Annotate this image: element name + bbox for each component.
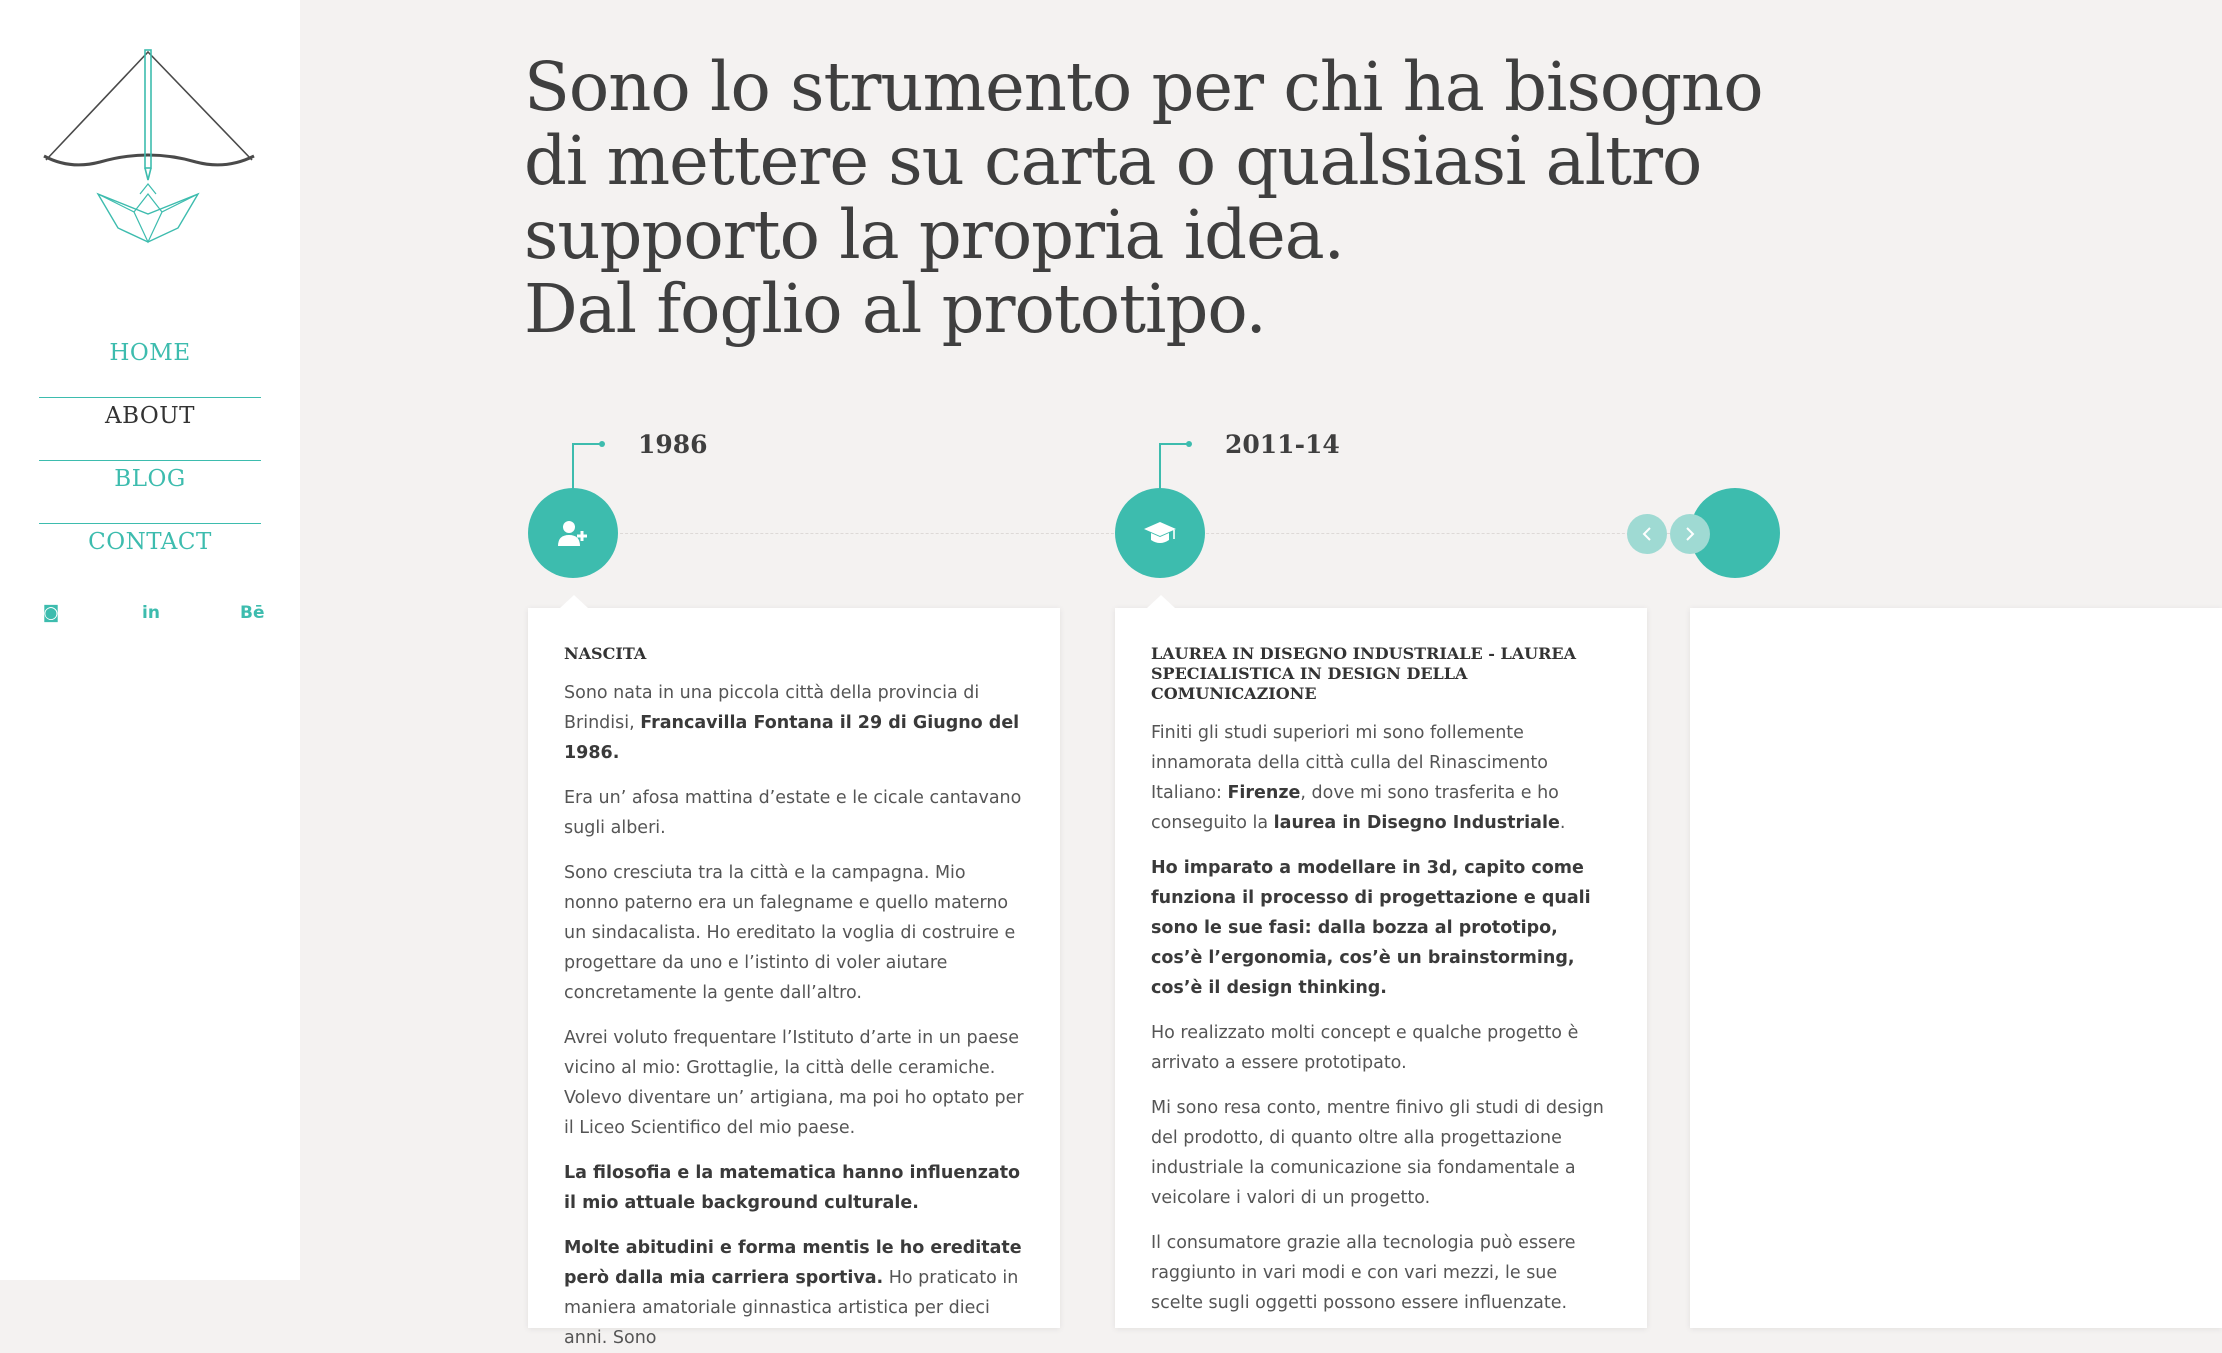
timeline-node[interactable] bbox=[1115, 488, 1205, 578]
timeline-prev-button[interactable] bbox=[1627, 514, 1667, 554]
card-body bbox=[564, 678, 1024, 1353]
behance-icon[interactable]: Bē bbox=[240, 603, 265, 623]
timeline-year: 2011-14 bbox=[1225, 430, 1340, 459]
timeline-card bbox=[1115, 608, 1647, 1328]
nav-home[interactable]: HOME bbox=[39, 335, 261, 398]
hero-line: Dal foglio al prototipo. bbox=[524, 270, 1266, 348]
chevron-right-icon bbox=[1683, 526, 1697, 542]
main-content bbox=[300, 0, 1920, 1348]
timeline[interactable] bbox=[520, 420, 1707, 1348]
timeline-connector bbox=[572, 443, 602, 490]
card-paragraph: Mi sono resa conto, mentre finivo gli studi di design del prodotto, di quanto oltre alla progettazione industriale la comunicazione sia fondamentale a veicolare i valori di un progetto. bbox=[1151, 1098, 1604, 1208]
timeline-connector bbox=[1159, 443, 1189, 490]
hero-heading bbox=[524, 50, 1824, 346]
add-user-icon bbox=[556, 518, 590, 548]
timeline-year: 1986 bbox=[638, 430, 708, 459]
hero-line: supporto la propria idea. bbox=[524, 196, 1344, 274]
card-paragraph: La filosofia e la matematica hanno influenzato il mio attuale background culturale. bbox=[564, 1163, 1021, 1213]
nav-blog[interactable]: BLOG bbox=[39, 461, 261, 524]
card-title: LAUREA IN DISEGNO INDUSTRIALE - LAUREA SPECIALISTICA IN DESIGN DELLA COMUNICAZIONE bbox=[1151, 644, 1577, 703]
main-nav bbox=[39, 335, 261, 586]
hero-line: Sono lo strumento per chi ha bisogno bbox=[524, 48, 1763, 126]
hero-line: di mettere su carta o qualsiasi altro bbox=[524, 122, 1702, 200]
card-paragraph: Il consumatore grazie alla tecnologia può essere raggiunto in vari modi e con vari mezzi, le sue scelte sugli oggetti possono essere influenzate. bbox=[1151, 1233, 1576, 1313]
card-paragraph: Era un’ afosa mattina d’estate e le cicale cantavano sugli alberi. bbox=[564, 788, 1022, 838]
logo[interactable] bbox=[40, 44, 260, 244]
nav-contact[interactable]: CONTACT bbox=[88, 529, 212, 555]
timeline-node[interactable] bbox=[528, 488, 618, 578]
card-body bbox=[1151, 718, 1611, 1318]
card-paragraph: Finiti gli studi superiori mi sono follemente innamorata della città culla del Rinascimento Italiano: Firenze, dove mi sono trasferita e ho conseguito la laurea in Disegno Industriale. bbox=[1151, 723, 1566, 833]
timeline-next-button[interactable] bbox=[1670, 514, 1710, 554]
card-title: NASCITA bbox=[564, 644, 647, 663]
social-links bbox=[40, 603, 265, 623]
card-paragraph: Sono nata in una piccola città della provincia di Brindisi, Francavilla Fontana il 29 di Giugno del 1986. bbox=[564, 683, 1020, 763]
chevron-left-icon bbox=[1640, 526, 1654, 542]
card-paragraph: Ho imparato a modellare in 3d, capito come funziona il processo di progettazione e quali sono le sue fasi: dalla bozza al prototipo, cos’è l’ergonomia, cos’è un brainstorming, cos’è il design thinking. bbox=[1151, 858, 1591, 998]
graduation-cap-icon bbox=[1143, 519, 1177, 547]
sidebar bbox=[0, 0, 300, 1280]
card-paragraph: Avrei voluto frequentare l’Istituto d’arte in un paese vicino al mio: Grottaglie, la città delle ceramiche. Volevo diventare un’ artigiana, ma poi ho optato per il Liceo Scientifico del mio paese. bbox=[564, 1028, 1024, 1138]
card-paragraph: Ho realizzato molti concept e qualche progetto è arrivato a essere prototipato. bbox=[1151, 1023, 1579, 1073]
nav-about[interactable]: ABOUT bbox=[39, 398, 261, 461]
timeline-card bbox=[528, 608, 1060, 1348]
instagram-icon[interactable]: ◙ bbox=[42, 603, 60, 623]
card-paragraph: Sono cresciuta tra la città e la campagna. Mio nonno paterno era un falegname e quello materno un sindacalista. Ho ereditato la voglia di costruire e progettare da uno e l’istinto di voler aiutare concretamente la gente dall’altro. bbox=[564, 863, 1016, 1003]
linkedin-icon[interactable]: in bbox=[142, 603, 160, 623]
card-paragraph: Molte abitudini e forma mentis le ho ereditate però dalla mia carriera sportiva. Ho praticato in maniera amatoriale ginnastica artistica per dieci anni. Sono bbox=[564, 1238, 1022, 1348]
timeline-card bbox=[1690, 608, 2222, 1328]
